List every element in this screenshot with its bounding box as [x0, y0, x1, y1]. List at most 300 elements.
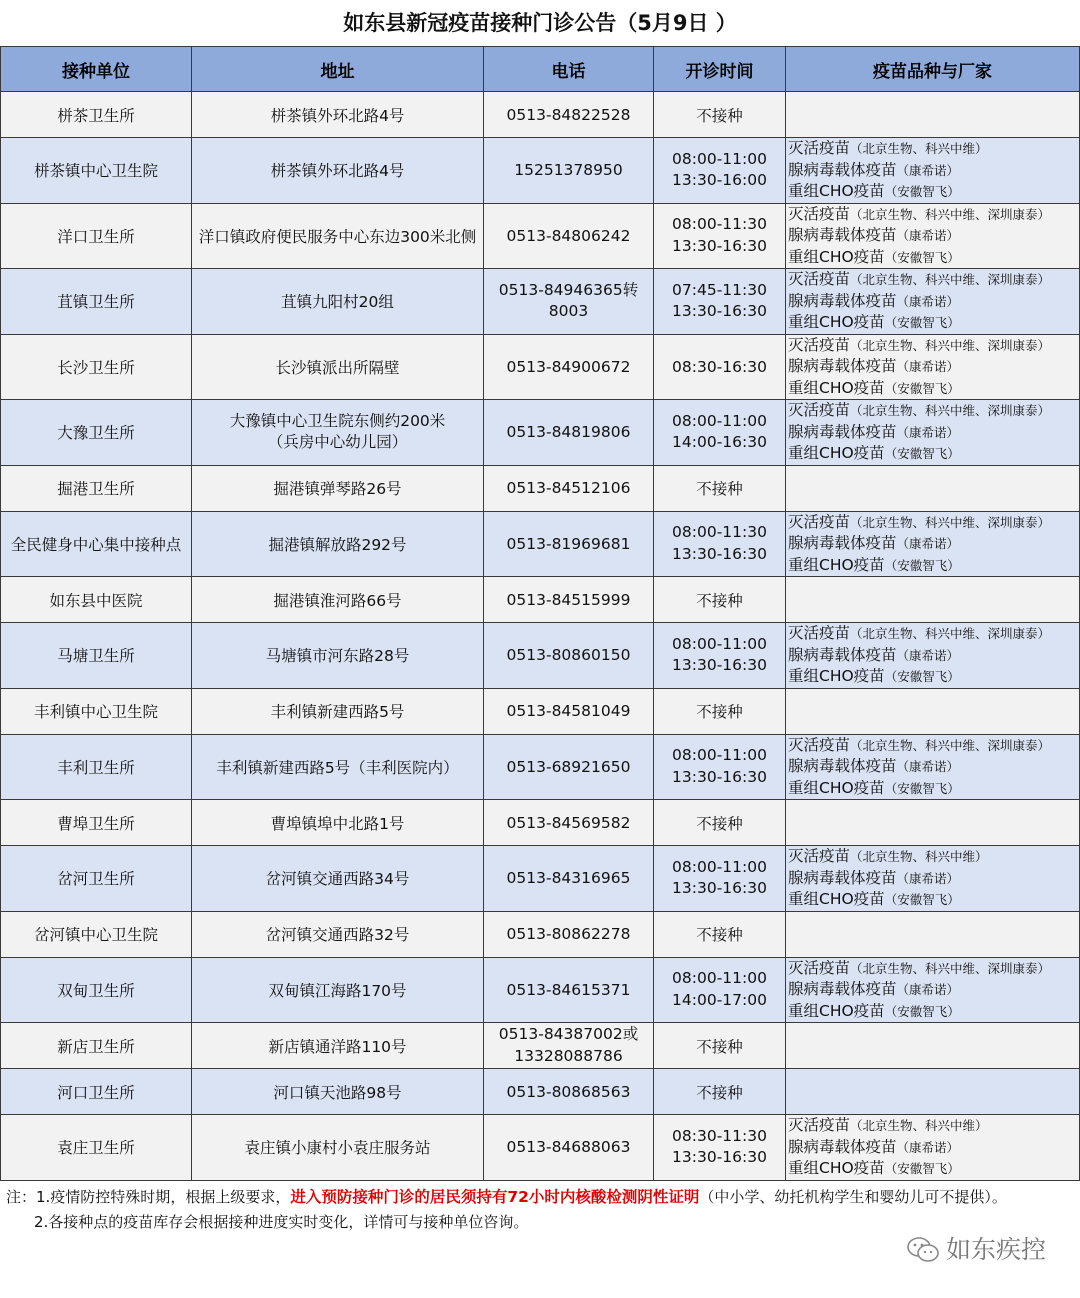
vaccine-maker: （康希诺） [896, 293, 960, 309]
vaccine-line [788, 400, 1077, 422]
vaccine-name: 重组CHO疫苗 [788, 313, 885, 331]
vaccine-cell [786, 203, 1080, 269]
table-row [1, 92, 1080, 138]
vaccine-name: 腺病毒载体疫苗 [788, 291, 897, 310]
vaccine-maker: （北京生物、科兴中维、深圳康泰） [850, 737, 1051, 753]
address-cell [192, 1023, 484, 1069]
note-1 [6, 1187, 1074, 1208]
vaccine-maker: （康希诺） [896, 359, 960, 374]
vaccine-line [788, 958, 1077, 980]
vaccine-line [788, 889, 1077, 911]
header-address: 地址 [192, 47, 484, 92]
table-row [1, 957, 1080, 1023]
vaccine-name: 灭活疫苗 [788, 624, 851, 642]
phone-cell-line: 0513-84819806 [506, 423, 631, 442]
hours-cell-line: 不接种 [696, 703, 743, 721]
vaccine-name: 腺病毒载体疫苗 [788, 226, 897, 244]
hours-cell [654, 1069, 786, 1115]
phone-cell [484, 688, 654, 734]
vaccine-name: 灭活疫苗 [788, 204, 851, 223]
unit-cell: 全民健身中心集中接种点 [1, 511, 192, 577]
phone-cell-line: 0513-80862278 [506, 925, 631, 943]
unit-cell: 丰利镇中心卫生院 [1, 688, 192, 734]
clinic-table [0, 46, 1080, 1181]
hours-cell-line: 13:30-16:30 [672, 767, 767, 786]
watermark-text: 如东疾控 [945, 1235, 1046, 1264]
hours-cell [654, 203, 786, 269]
vaccine-maker: （北京生物、科兴中维、深圳康泰） [850, 626, 1051, 641]
vaccine-name: 腺病毒载体疫苗 [788, 757, 897, 775]
address-cell-line: 苴镇九阳村20组 [281, 293, 394, 312]
vaccine-name: 腺病毒载体疫苗 [788, 357, 897, 375]
phone-cell [484, 511, 654, 577]
vaccine-maker: （安徽智飞） [884, 892, 960, 907]
vaccine-line [788, 443, 1077, 465]
vaccine-name: 重组CHO疫苗 [788, 1159, 885, 1177]
vaccine-line [788, 1001, 1077, 1023]
vaccine-name: 重组CHO疫苗 [788, 667, 885, 685]
unit-cell: 新店卫生所 [1, 1023, 192, 1069]
phone-cell-line: 8003 [548, 302, 589, 321]
vaccine-maker: （安徽智飞） [884, 557, 960, 573]
address-cell [192, 734, 484, 800]
address-cell-line: 马塘镇市河东路28号 [265, 647, 410, 666]
phone-cell-line: 0513-84615371 [506, 980, 631, 999]
table-row [1, 800, 1080, 846]
note-1-highlight: 进入预防接种门诊的居民须持有72小时内核酸检测阴性证明 [290, 1187, 700, 1206]
phone-cell [484, 138, 654, 204]
vaccine-line [788, 181, 1077, 203]
phone-cell-line: 15251378950 [514, 161, 623, 180]
vaccine-name: 重组CHO疫苗 [788, 182, 885, 200]
vaccine-line [788, 623, 1077, 645]
vaccine-cell [786, 138, 1080, 204]
address-cell-line: 河口镇天池路98号 [273, 1083, 402, 1102]
vaccine-maker: （康希诺） [896, 870, 960, 886]
hours-cell-line: 不接种 [696, 591, 743, 610]
vaccine-cell [786, 400, 1080, 466]
hours-cell-line: 不接种 [696, 480, 743, 498]
address-cell [192, 800, 484, 846]
address-cell [192, 400, 484, 466]
vaccine-maker: （康希诺） [896, 647, 960, 663]
hours-cell [654, 623, 786, 689]
vaccine-maker: （安徽智飞） [884, 315, 960, 330]
phone-cell [484, 92, 654, 138]
vaccine-line [788, 269, 1077, 291]
vaccine-name: 腺病毒载体疫苗 [788, 868, 897, 887]
vaccine-maker: （康希诺） [896, 162, 960, 178]
address-cell-line: 岔河镇交通西路32号 [265, 926, 410, 944]
vaccine-maker: （安徽智飞） [884, 1003, 960, 1019]
phone-cell [484, 269, 654, 335]
vaccine-name: 灭活疫苗 [788, 401, 851, 419]
address-cell [192, 465, 484, 511]
vaccine-name: 灭活疫苗 [788, 139, 851, 157]
hours-cell-line: 14:00-17:00 [672, 990, 767, 1009]
phone-cell-line: 0513-84515999 [506, 590, 631, 609]
hours-cell [654, 734, 786, 800]
vaccine-name: 腺病毒载体疫苗 [788, 534, 897, 552]
phone-cell [484, 334, 654, 400]
vaccine-maker: （北京生物、科兴中维） [850, 141, 988, 156]
unit-cell: 岔河镇中心卫生院 [1, 911, 192, 957]
vaccine-line [788, 979, 1077, 1001]
vaccine-line [788, 512, 1077, 534]
hours-cell [654, 511, 786, 577]
phone-cell [484, 957, 654, 1023]
vaccine-name: 灭活疫苗 [788, 958, 851, 977]
vaccine-maker: （北京生物、科兴中维、深圳康泰） [850, 206, 1051, 222]
hours-cell [654, 911, 786, 957]
phone-cell [484, 1069, 654, 1115]
address-cell-line: （兵房中心幼儿园） [267, 433, 408, 452]
vaccine-cell [786, 957, 1080, 1023]
vaccine-maker: （安徽智飞） [884, 446, 960, 461]
vaccine-maker: （康希诺） [896, 982, 960, 997]
vaccine-maker: （北京生物、科兴中维、深圳康泰） [850, 337, 1051, 353]
header-unit: 接种单位 [1, 47, 192, 92]
header-hours: 开诊时间 [654, 47, 786, 92]
address-cell [192, 138, 484, 204]
vaccine-name: 灭活疫苗 [788, 335, 851, 354]
vaccine-cell [786, 92, 1080, 138]
header-phone: 电话 [484, 47, 654, 92]
vaccine-name: 灭活疫苗 [788, 735, 851, 754]
vaccine-cell [786, 1069, 1080, 1115]
address-cell [192, 577, 484, 623]
unit-cell: 大豫卫生所 [1, 400, 192, 466]
hours-cell [654, 1023, 786, 1069]
address-cell-line: 袁庄镇小康村小袁庄服务站 [244, 1139, 431, 1158]
table-row [1, 400, 1080, 466]
hours-cell [654, 138, 786, 204]
hours-cell-line: 不接种 [696, 1083, 743, 1102]
notes [0, 1181, 1080, 1264]
table-row [1, 138, 1080, 204]
vaccine-maker: （安徽智飞） [884, 380, 960, 396]
vaccine-cell [786, 911, 1080, 957]
hours-cell [654, 400, 786, 466]
table-row [1, 1023, 1080, 1069]
address-cell-line: 掘港镇淮河路66号 [273, 591, 402, 610]
vaccine-line [788, 533, 1077, 555]
table-row [1, 577, 1080, 623]
unit-cell: 栟茶卫生所 [1, 92, 192, 138]
hours-cell-line: 08:00-11:00 [672, 149, 767, 168]
hours-cell-line: 13:30-16:30 [672, 544, 767, 563]
address-cell-line: 掘港镇弹琴路26号 [273, 480, 402, 498]
vaccine-line [788, 756, 1077, 778]
hours-cell-line: 不接种 [696, 106, 743, 125]
hours-cell [654, 465, 786, 511]
header-vaccines: 疫苗品种与厂家 [786, 47, 1080, 92]
vaccine-line [788, 778, 1077, 800]
vaccine-name: 重组CHO疫苗 [788, 378, 885, 397]
address-cell-line: 洋口镇政府便民服务中心东边300米北侧 [198, 227, 477, 246]
phone-cell-line: 0513-84581049 [506, 702, 631, 720]
vaccine-line [788, 645, 1077, 667]
vaccine-line [788, 555, 1077, 577]
vaccine-maker: （康希诺） [896, 1139, 960, 1155]
hours-cell-line: 13:30-16:30 [672, 879, 767, 898]
address-cell-line: 掘港镇解放路292号 [268, 535, 407, 554]
vaccine-maker: （安徽智飞） [884, 780, 960, 796]
hours-cell [654, 269, 786, 335]
hours-cell [654, 957, 786, 1023]
hours-cell-line: 不接种 [696, 814, 743, 833]
vaccine-name: 灭活疫苗 [788, 1116, 851, 1134]
vaccine-name: 灭活疫苗 [788, 512, 851, 531]
page-title: 如东县新冠疫苗接种门诊公告（5月9日 ） [343, 11, 737, 35]
vaccine-line [788, 204, 1077, 226]
vaccine-name: 重组CHO疫苗 [788, 247, 885, 266]
address-cell [192, 957, 484, 1023]
hours-cell-line: 08:30-16:30 [672, 357, 767, 376]
unit-cell: 马塘卫生所 [1, 623, 192, 689]
unit-cell: 丰利卫生所 [1, 734, 192, 800]
address-cell-line: 栟茶镇外环北路4号 [270, 162, 405, 181]
vaccine-maker: （安徽智飞） [884, 249, 960, 265]
phone-cell [484, 623, 654, 689]
phone-cell-line: 0513-81969681 [506, 534, 631, 553]
vaccine-line [788, 247, 1077, 269]
vaccine-line [788, 225, 1077, 247]
vaccine-cell [786, 334, 1080, 400]
hours-cell-line: 14:00-16:30 [672, 433, 767, 452]
unit-cell: 如东县中医院 [1, 577, 192, 623]
vaccine-line [788, 312, 1077, 334]
hours-cell-line: 08:00-11:00 [672, 969, 767, 988]
vaccine-name: 灭活疫苗 [788, 270, 851, 288]
address-cell [192, 1069, 484, 1115]
watermark [906, 1236, 1046, 1264]
phone-cell-line: 0513-84316965 [506, 869, 631, 888]
hours-cell-line: 08:00-11:30 [672, 215, 767, 234]
table-row [1, 334, 1080, 400]
vaccine-line [788, 666, 1077, 688]
vaccine-cell [786, 269, 1080, 335]
vaccine-name: 腺病毒载体疫苗 [788, 1137, 897, 1156]
hours-cell-line: 13:30-16:30 [672, 236, 767, 255]
table-row [1, 511, 1080, 577]
vaccine-cell [786, 800, 1080, 846]
address-cell [192, 92, 484, 138]
vaccine-line [788, 291, 1077, 313]
vaccine-line [788, 335, 1077, 357]
phone-cell [484, 465, 654, 511]
vaccine-cell [786, 623, 1080, 689]
hours-cell-line: 不接种 [696, 926, 743, 944]
unit-cell: 岔河卫生所 [1, 846, 192, 912]
vaccine-name: 重组CHO疫苗 [788, 778, 885, 797]
address-cell [192, 1115, 484, 1181]
vaccine-maker: （康希诺） [896, 536, 960, 551]
vaccine-cell [786, 688, 1080, 734]
phone-cell-line: 0513-84806242 [506, 226, 631, 245]
address-cell-line: 长沙镇派出所隔壁 [275, 358, 400, 377]
wechat-icon [906, 1236, 940, 1264]
address-cell [192, 334, 484, 400]
vaccine-maker: （康希诺） [896, 424, 960, 440]
address-cell [192, 511, 484, 577]
vaccine-maker: （安徽智飞） [884, 1161, 960, 1176]
phone-cell [484, 846, 654, 912]
table-row [1, 623, 1080, 689]
vaccine-cell [786, 734, 1080, 800]
address-cell-line: 丰利镇新建西路5号 [270, 703, 405, 721]
vaccine-line [788, 356, 1077, 378]
vaccine-name: 重组CHO疫苗 [788, 444, 885, 462]
phone-cell [484, 1023, 654, 1069]
hours-cell [654, 334, 786, 400]
unit-cell: 长沙卫生所 [1, 334, 192, 400]
address-cell-line: 大豫镇中心卫生院东侧约200米 [229, 411, 446, 430]
hours-cell-line: 13:30-16:30 [672, 302, 767, 321]
vaccine-name: 腺病毒载体疫苗 [788, 645, 897, 664]
vaccine-cell [786, 511, 1080, 577]
vaccine-maker: （北京生物、科兴中维、深圳康泰） [850, 272, 1051, 287]
vaccine-name: 灭活疫苗 [788, 847, 851, 865]
hours-cell-line: 08:00-11:00 [672, 857, 767, 876]
address-cell-line: 岔河镇交通西路34号 [265, 870, 410, 889]
vaccine-maker: （北京生物、科兴中维、深圳康泰） [850, 403, 1051, 418]
hours-cell [654, 688, 786, 734]
table-row [1, 203, 1080, 269]
hours-cell-line: 08:00-11:00 [672, 634, 767, 653]
note-1-prefix: 注：1.疫情防控特殊时期，根据上级要求， [6, 1187, 291, 1206]
vaccine-cell [786, 465, 1080, 511]
vaccine-line [788, 422, 1077, 444]
vaccine-name: 重组CHO疫苗 [788, 1001, 885, 1020]
vaccine-line [788, 735, 1077, 757]
address-cell [192, 688, 484, 734]
hours-cell [654, 577, 786, 623]
vaccine-line [788, 1137, 1077, 1159]
phone-cell [484, 911, 654, 957]
address-cell [192, 846, 484, 912]
address-cell [192, 203, 484, 269]
vaccine-line [788, 1158, 1077, 1180]
phone-cell-line: 0513-84822528 [506, 105, 631, 124]
unit-cell: 双甸卫生所 [1, 957, 192, 1023]
phone-cell-line: 0513-80868563 [506, 1082, 631, 1101]
vaccine-name: 腺病毒载体疫苗 [788, 980, 897, 998]
table-row [1, 465, 1080, 511]
unit-cell: 掘港卫生所 [1, 465, 192, 511]
vaccine-cell [786, 577, 1080, 623]
hours-cell-line: 08:00-11:30 [672, 523, 767, 542]
unit-cell: 洋口卫生所 [1, 203, 192, 269]
phone-cell [484, 800, 654, 846]
address-cell-line: 丰利镇新建西路5号（丰利医院内） [216, 758, 459, 777]
table-row [1, 269, 1080, 335]
hours-cell-line: 08:30-11:30 [672, 1126, 767, 1145]
vaccine-line [788, 868, 1077, 890]
hours-cell-line: 13:30-16:30 [672, 656, 767, 675]
address-cell-line: 曹埠镇埠中北路1号 [270, 814, 405, 833]
hours-cell-line: 07:45-11:30 [672, 280, 767, 299]
vaccine-maker: （康希诺） [896, 228, 960, 243]
table-header-row [1, 47, 1080, 92]
vaccine-name: 重组CHO疫苗 [788, 555, 885, 574]
vaccine-cell [786, 846, 1080, 912]
vaccine-name: 腺病毒载体疫苗 [788, 422, 897, 441]
table-row [1, 911, 1080, 957]
phone-cell-line: 0513-84688063 [506, 1138, 631, 1157]
unit-cell: 袁庄卫生所 [1, 1115, 192, 1181]
vaccine-line [788, 378, 1077, 400]
table-row [1, 1069, 1080, 1115]
unit-cell: 河口卫生所 [1, 1069, 192, 1115]
table-row [1, 846, 1080, 912]
phone-cell-line: 0513-84569582 [506, 813, 631, 832]
table-row [1, 1115, 1080, 1181]
address-cell [192, 623, 484, 689]
vaccine-line [788, 846, 1077, 868]
vaccine-line [788, 1115, 1077, 1137]
vaccine-maker: （北京生物、科兴中维） [850, 1118, 988, 1133]
vaccine-maker: （北京生物、科兴中维） [850, 849, 988, 864]
hours-cell-line: 13:30-16:30 [672, 1148, 767, 1167]
phone-cell [484, 203, 654, 269]
phone-cell-line: 0513-84512106 [506, 479, 631, 497]
hours-cell-line: 08:00-11:00 [672, 411, 767, 430]
phone-cell-line: 0513-84900672 [506, 357, 631, 376]
phone-cell [484, 1115, 654, 1181]
unit-cell: 曹埠卫生所 [1, 800, 192, 846]
vaccine-cell [786, 1115, 1080, 1181]
note-2: 2.各接种点的疫苗库存会根据接种进度实时变化，详情可与接种单位咨询。 [34, 1212, 529, 1231]
hours-cell-line: 08:00-11:00 [672, 746, 767, 765]
hours-cell [654, 846, 786, 912]
vaccine-name: 重组CHO疫苗 [788, 890, 885, 908]
address-cell-line: 新店镇通洋路110号 [268, 1037, 407, 1056]
phone-cell-line: 0513-84387002或 [498, 1025, 639, 1043]
unit-cell: 栟茶镇中心卫生院 [1, 138, 192, 204]
phone-cell [484, 400, 654, 466]
phone-cell-line: 0513-84946365转 [498, 280, 639, 299]
table-row [1, 734, 1080, 800]
vaccine-maker: （康希诺） [896, 759, 960, 774]
note-1-suffix: （中小学、幼托机构学生和婴幼儿可不提供）。 [699, 1187, 1007, 1206]
hours-cell [654, 92, 786, 138]
address-cell [192, 269, 484, 335]
phone-cell [484, 734, 654, 800]
phone-cell-line: 0513-68921650 [506, 757, 631, 776]
phone-cell-line: 13328088786 [514, 1046, 623, 1065]
vaccine-maker: （安徽智飞） [884, 669, 960, 684]
vaccine-line [788, 160, 1077, 182]
vaccine-maker: （北京生物、科兴中维、深圳康泰） [850, 514, 1051, 530]
vaccine-maker: （安徽智飞） [884, 184, 960, 199]
hours-cell-line: 13:30-16:00 [672, 171, 767, 190]
address-cell-line: 栟茶镇外环北路4号 [270, 106, 405, 125]
vaccine-line [788, 138, 1077, 160]
phone-cell [484, 577, 654, 623]
hours-cell [654, 1115, 786, 1181]
phone-cell-line: 0513-80860150 [506, 646, 631, 665]
table-row [1, 688, 1080, 734]
vaccine-maker: （北京生物、科兴中维、深圳康泰） [850, 960, 1051, 976]
unit-cell: 苴镇卫生所 [1, 269, 192, 335]
vaccine-cell [786, 1023, 1080, 1069]
address-cell-line: 双甸镇江海路170号 [268, 981, 407, 1000]
hours-cell [654, 800, 786, 846]
vaccine-name: 腺病毒载体疫苗 [788, 160, 897, 179]
address-cell [192, 911, 484, 957]
hours-cell-line: 不接种 [696, 1037, 743, 1056]
